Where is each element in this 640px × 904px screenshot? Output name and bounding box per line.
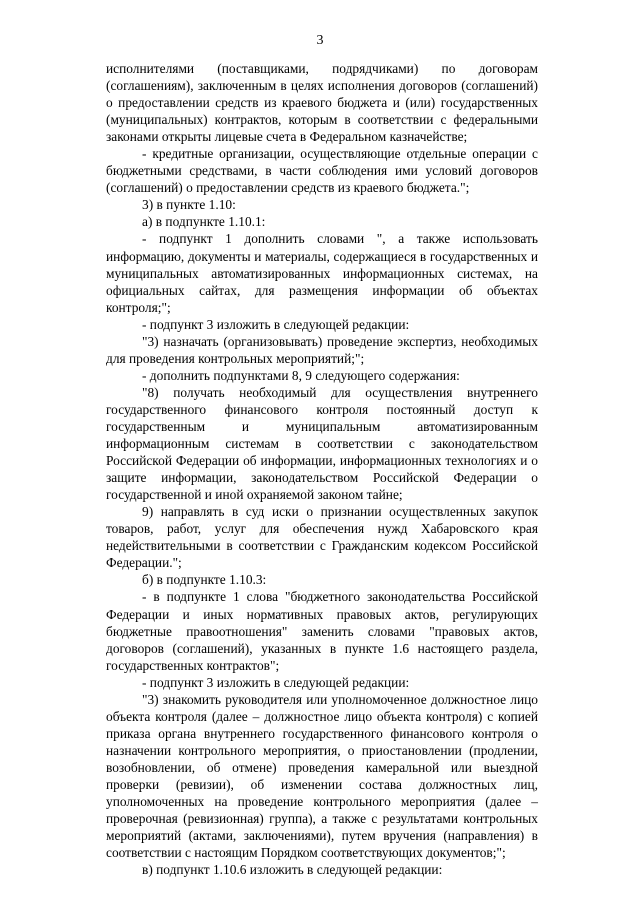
paragraph: - подпункт 3 изложить в следующей редакции: (142, 674, 410, 690)
paragraph: "3) назначать (организовывать) проведение экспертиз, необходимых для проведения контрольных мероприятий;"; (106, 333, 538, 366)
document-body (106, 60, 538, 878)
paragraph: исполнителями (поставщиками, подрядчиками) по договорам (соглашениям), заключенным в целях исполнения договоров (соглашений) о предоставлении средств из краевого бюджета и (или) государственных (муниципальных) контрактов, которым в соответствии с федеральными законами открыты лицевые счета в Федеральном казначействе; (106, 61, 538, 145)
paragraph: в) подпункт 1.10.6 изложить в следующей редакции: (142, 862, 443, 878)
paragraph: - подпункт 3 изложить в следующей редакции: (142, 316, 410, 332)
paragraph: - дополнить подпунктами 8, 9 следующего содержания: (142, 367, 460, 383)
page-number: 3 (316, 33, 324, 48)
paragraph: "8) получать необходимый для осуществления внутреннего государственного финансового контроля постоянный доступ к государственным и муниципальным автоматизированным информационным системам в соответствии с законодательством Российской Федерации об информации, информационных технологиях и о защите информации, законодательством Российской Федерации о государственной и иной охраняемой законом тайне; (106, 384, 538, 503)
paragraph: - в подпункте 1 слова "бюджетного законодательства Российской Федерации и иных нормативных правовых актов, регулирующих бюджетные правоотношения" заменить словами "правовых актов, договоров (соглашений), указанных в пункте 1.6 настоящего раздела, государственных контрактов"; (106, 589, 538, 673)
paragraph: - кредитные организации, осуществляющие отдельные операции с бюджетными средствами, в части соблюдения ими условий договоров (соглашений) о предоставлении средств из краевого бюджета."; (106, 146, 538, 196)
paragraph: 9) направлять в суд иски о признании осуществленных закупок товаров, работ, услуг для обеспечения нужд Хабаровского края недействительными в соответствии с Гражданским кодексом Российской Федерации."; (106, 504, 538, 571)
paragraph: б) в подпункте 1.10.3: (142, 572, 267, 588)
paragraph: а) в подпункте 1.10.1: (142, 214, 266, 230)
paragraph: 3) в пункте 1.10: (142, 197, 236, 213)
paragraph: - подпункт 1 дополнить словами ", а также использовать информацию, документы и материалы, содержащиеся в государственных и муниципальных автоматизированных информационных системах, на официальных сайтах, для размещения информации об объектах контроля;"; (106, 231, 538, 315)
paragraph: "3) знакомить руководителя или уполномоченное должностное лицо объекта контроля (далее – должностное лицо объекта контроля) с копией приказа органа внутреннего государственного финансового контроля о назначении контрольного мероприятия, о приостановлении (продлении, возобновлении, об отмене) проведения камеральной или выездной проверки (ревизии), об изменении состава должностных лиц, уполномоченных на проведение контрольного мероприятия (далее – проверочная (ревизионная) группа), а также с результатами контрольных мероприятий (актами, заключениями), путем вручения (направления) в соответствии с настоящим Порядком соответствующих документов;"; (106, 691, 538, 861)
